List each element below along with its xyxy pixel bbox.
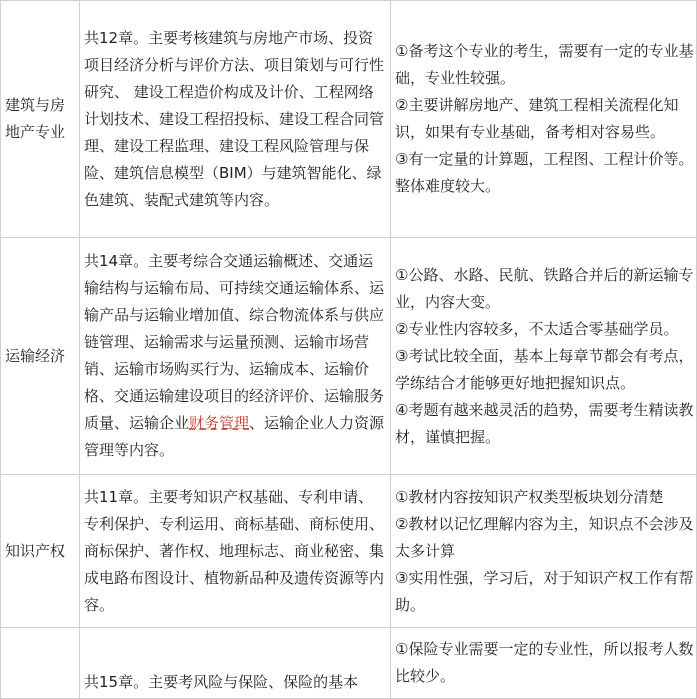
category-label: 建筑与房地产专业	[5, 96, 66, 141]
table-row	[1, 475, 697, 628]
description-text-before: 共14章。主要考综合交通运输概述、交通运输结构与运输布局、可持续交通运输体系、运输产品与运输业增加值、综合物流体系与供应链管理、运输需求与运量预测、运输市场营销、运输市场购买行为、运输成本、运输价格、交通运输建设项目的经济评价、运输服务质量、运输企业	[84, 252, 385, 432]
financial-management-link[interactable]: 财务管理	[189, 414, 250, 432]
category-label: 运输经济	[5, 346, 66, 365]
note-item: ②主要讲解房地产、建筑工程相关流程化知识，如果有专业基础，备考相对容易些。	[395, 96, 679, 141]
table-row	[1, 1, 697, 238]
note-item: ③实用性强，学习后，对于知识产权工作有帮助。	[395, 568, 694, 614]
note-item: ③考试比较全面，基本上每章节都会有考点，学练结合才能够更好地把握知识点。	[395, 346, 694, 392]
category-cell	[1, 1, 80, 238]
description-cell	[80, 1, 391, 238]
table-row	[1, 238, 697, 475]
category-cell	[1, 475, 80, 628]
note-item: ①备考这个专业的考生，需要有一定的专业基础，专业性较强。	[395, 42, 694, 87]
description-text-after: 、运输企业人力资源管理等内容。	[84, 414, 385, 459]
description-text: 共15章。主要考风险与保险、保险的基本	[84, 673, 359, 691]
note-item: ④考题有越来越灵活的趋势，需要考生精读教材，谨慎把握。	[395, 400, 694, 446]
category-cell	[1, 238, 80, 475]
note-item: ②教材以记忆理解内容为主，知识点不会涉及太多计算	[395, 514, 694, 560]
category-cell	[1, 628, 80, 699]
description-text: 共11章。主要考知识产权基础、专利申请、专利保护、专利运用、商标基础、商标使用、商标保护、著作权、地理标志、商业秘密、集成电路布图设计、植物新品种及遗传资源等内容。	[84, 487, 385, 614]
description-cell	[80, 628, 391, 699]
notes-cell	[391, 1, 697, 238]
note-item: ②专业性内容较多，不太适合零基础学员。	[395, 319, 679, 338]
notes-cell	[391, 475, 697, 628]
note-item: ③有一定量的计算题，工程图、工程计价等。整体难度较大。	[395, 150, 694, 195]
notes-cell	[391, 238, 697, 475]
table-row	[1, 628, 697, 699]
description-text	[84, 248, 388, 464]
description-cell	[80, 475, 391, 628]
note-item: ①公路、水路、民航、铁路合并后的新运输专业，内容大变。	[395, 265, 694, 311]
notes-cell	[391, 628, 697, 699]
note-item: ①教材内容按知识产权类型板块划分清楚	[395, 487, 664, 506]
category-label: 知识产权	[5, 541, 66, 560]
note-item: ①保险专业需要一定的专业性，所以报考人数比较少。	[395, 640, 694, 685]
description-cell	[80, 238, 391, 475]
description-text: 共12章。主要考核建筑与房地产市场、投资项目经济分析与评价方法、项目策划与可行性研究、 建设工程造价构成及计价、工程网络计划技术、建设工程招投标、建设工程合同管理、建设工程监理、建设工程风险管理与保险、建筑信息模型（BIM）与建筑智能化、绿色建筑、装配式建筑等内容。	[84, 28, 385, 209]
